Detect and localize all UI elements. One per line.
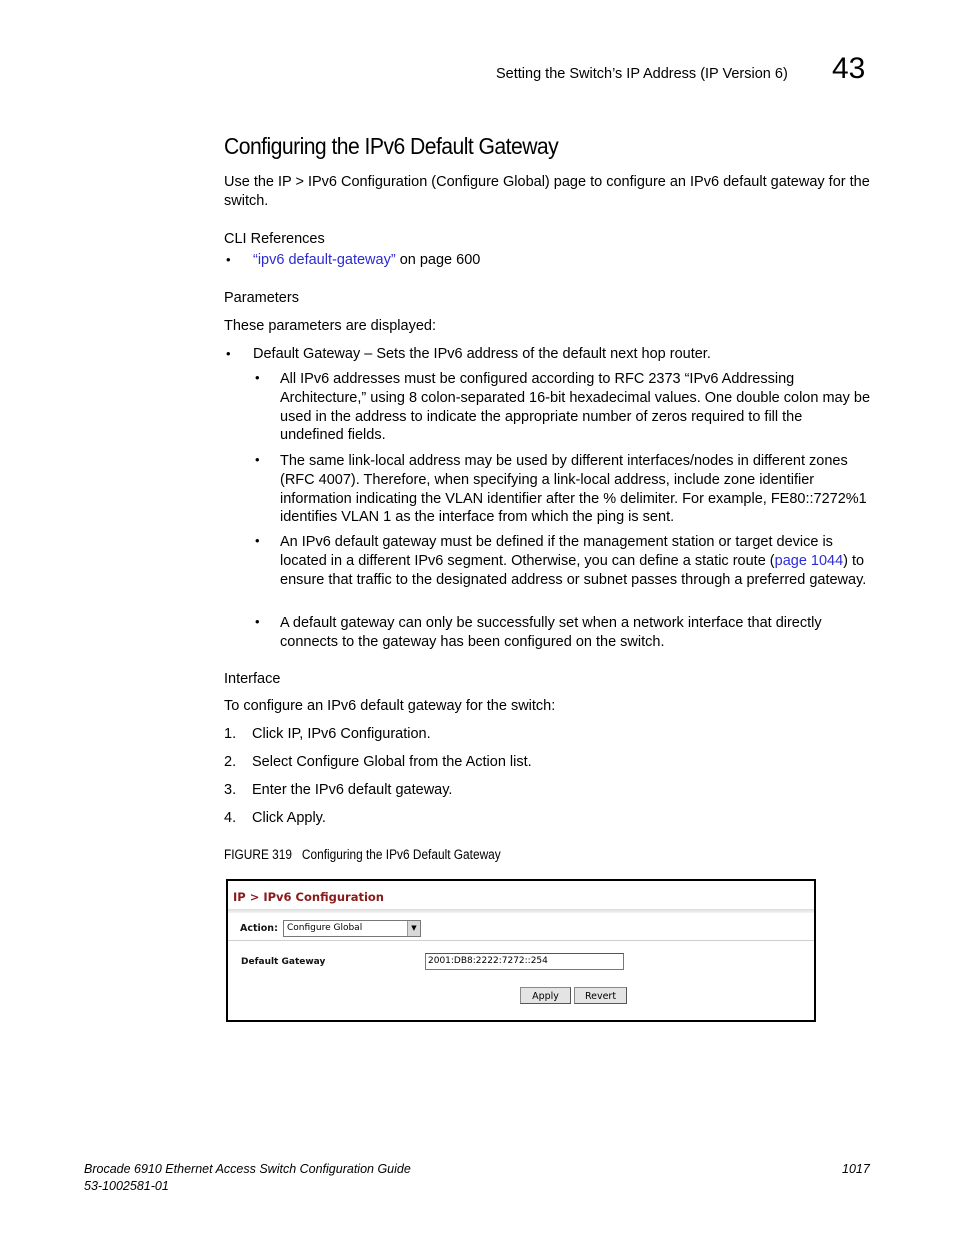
cli-reference-link[interactable]: “ipv6 default-gateway” [253, 252, 396, 268]
title-divider [228, 909, 814, 913]
step-text: Enter the IPv6 default gateway. [252, 782, 453, 798]
action-label: Action: [240, 923, 278, 934]
default-gateway-input[interactable]: 2001:DB8:2222:7272::254 [425, 953, 624, 970]
parameter-description: – Sets the IPv6 address of the default next hop router. [360, 346, 711, 362]
ipv6-configuration-panel [226, 879, 816, 1022]
figure-caption-text: Configuring the IPv6 Default Gateway [301, 847, 501, 862]
footer-doc-title: Brocade 6910 Ethernet Access Switch Configuration Guide [84, 1162, 411, 1176]
intro-paragraph: Use the IP > IPv6 Configuration (Configure Global) page to configure an IPv6 default gateway for the switch. [224, 174, 870, 209]
bullet-dot: • [255, 370, 260, 385]
bullet-dot: • [255, 614, 260, 629]
chapter-number: 43 [832, 52, 866, 85]
step-number: 4. [224, 810, 237, 826]
step-number: 2. [224, 754, 237, 770]
interface-intro: To configure an IPv6 default gateway for the switch: [224, 698, 556, 714]
default-gateway-label: Default Gateway [241, 957, 326, 967]
sub-bullet-segment [280, 533, 870, 589]
bullet3-text-post: ) to ensure that traffic to the designated address or subnet passes through a preferred gateway. [280, 552, 867, 588]
revert-button[interactable]: Revert [574, 987, 627, 1004]
cli-reference-suffix: on page 600 [395, 252, 481, 268]
footer-doc-number: 53-1002581-01 [84, 1179, 169, 1193]
parameter-name: Default Gateway [253, 346, 361, 362]
action-select[interactable] [283, 920, 421, 937]
cli-reference-item [253, 252, 480, 268]
panel-breadcrumb: IP > IPv6 Configuration [233, 890, 384, 904]
step-text: Click Apply. [252, 810, 326, 826]
parameter-default-gateway [253, 346, 711, 362]
sub-bullet-rfc: All IPv6 addresses must be configured according to RFC 2373 “IPv6 Addressing Architecture,” using 8 colon-separated 16-bit hexadecimal values. One double colon may be used in the address to indicate the appropriate number of zeros required to fill the undefined fields. [280, 371, 871, 444]
static-route-page-link[interactable]: page 1044 [774, 552, 844, 569]
bullet-dot: • [226, 346, 231, 361]
cli-references-heading: CLI References [224, 231, 325, 247]
bullet-dot: • [255, 452, 260, 467]
step-number: 3. [224, 782, 237, 798]
chevron-down-icon[interactable]: ▼ [407, 921, 420, 936]
step-text: Select Configure Global from the Action list. [252, 754, 532, 770]
bullet-dot: • [255, 533, 260, 548]
interface-heading: Interface [224, 671, 281, 687]
running-header: Setting the Switch’s IP Address (IP Version 6) [496, 66, 788, 82]
step-number: 1. [224, 726, 237, 742]
parameters-intro: These parameters are displayed: [224, 318, 436, 334]
action-select-value: Configure Global [287, 923, 363, 933]
sub-bullet-interface: A default gateway can only be successfully set when a network interface that directly connects to the gateway has been configured on the switch. [280, 615, 822, 650]
parameters-heading: Parameters [224, 290, 299, 306]
section-divider [228, 940, 814, 941]
footer-page-number: 1017 [842, 1162, 870, 1176]
bullet-dot: • [226, 252, 231, 267]
bullet3-text-pre: An IPv6 default gateway must be defined if the management station or target device is located in a different IPv6 segment. Otherwise, you can define a static route ( [280, 534, 833, 569]
sub-bullet-link-local: The same link-local address may be used by different interfaces/nodes in different zones (RFC 4007). Therefore, when specifying a link-local address, include zone identifier information indicating the VLAN identifier after the % delimiter. For example, FE80::7272%1 identifies VLAN 1 as the interface from which the ping is sent. [280, 453, 867, 526]
apply-button[interactable]: Apply [520, 987, 571, 1004]
step-text: Click IP, IPv6 Configuration. [252, 726, 431, 742]
section-title: Configuring the IPv6 Default Gateway [224, 133, 559, 159]
figure-caption [224, 847, 501, 862]
figure-label: FIGURE 319 [224, 847, 293, 862]
